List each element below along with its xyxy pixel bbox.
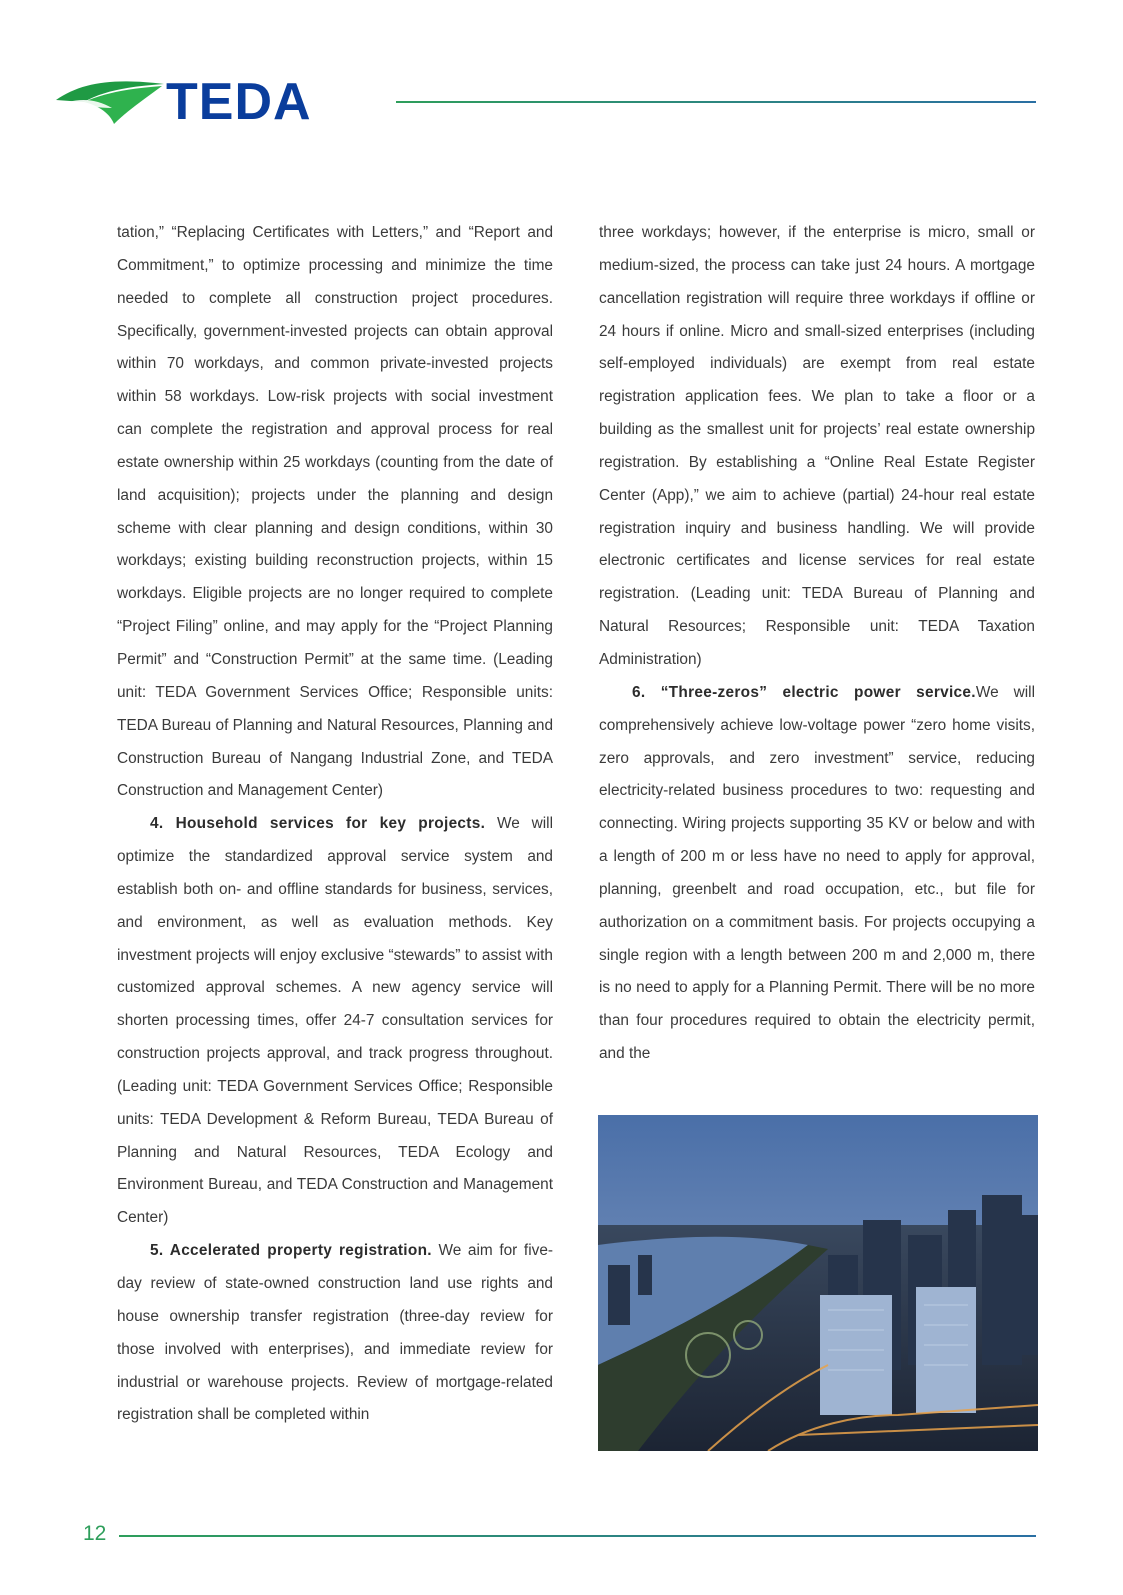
page-number: 12 <box>83 1522 107 1545</box>
logo-wordmark: TEDA <box>166 73 312 131</box>
paragraph-household-services <box>117 808 553 1235</box>
paragraph-registration-continued: three workdays; however, if the enterprise is micro, small or medium-sized, the process can take just 24 hours. A mortgage cancellation registration will require three workdays if offline or 24 hours if online. Micro and small-sized enterprises (including self-employed individuals) are exempt from real estate registration application fees. We plan to take a floor or a building as the smallest unit for projects’ real estate ownership registration. By establishing a “Online Real Estate Register Center (App),” we aim to achieve (partial) 24-hour real estate registration inquiry and business handling. We will provide electronic certificates and license services for real estate registration. (Leading unit: TEDA Bureau of Planning and Natural Resources; Responsible unit: TEDA Taxation Administration) <box>599 224 1035 668</box>
paragraph-body: We will comprehensively achieve low-voltage power “zero home visits, zero approvals, and zero investment” service, reducing electricity-related business procedures to two: requesting and connecting. Wiring projects supporting 35 KV or below and with a length of 200 m or less have no need to apply for approval, planning, greenbelt and road occupation, etc., but file for authorization on a commitment basis. For projects occupying a single region with a length between 200 m and 2,000 m, there is no need to apply for a Planning Permit. There will be no more than four procedures required to obtain the electricity permit, and the <box>599 683 1035 1063</box>
footer-divider <box>119 1535 1036 1537</box>
paragraph-property-registration <box>117 1235 553 1432</box>
section-heading: 5. Accelerated property registration. <box>150 1242 432 1260</box>
paragraph-electric-power <box>599 677 1035 1071</box>
right-column <box>599 217 1035 1071</box>
section-heading: 4. Household services for key projects. <box>150 815 486 833</box>
leaf-logo-icon <box>54 74 166 130</box>
teda-logo <box>54 74 364 130</box>
paragraph-body: We will optimize the standardized approval service system and establish both on- and offline standards for business, services, and environment, as well as evaluation methods. Key investment projects will enjoy exclusive “stewards” to assist with customized approval schemes. A new agency service will shorten processing times, offer 24-7 consultation services for construction projects approval, and track progress throughout. (Leading unit: TEDA Government Services Office; Responsible units: TEDA Development & Reform Bureau, TEDA Bureau of Planning and Natural Resources, TEDA Ecology and Environment Bureau, and TEDA Construction and Management Center) <box>117 815 553 1227</box>
city-night-photo <box>598 1115 1038 1451</box>
left-column <box>117 217 553 1432</box>
header-divider <box>396 101 1036 103</box>
paragraph-construction-approval: tation,” “Replacing Certificates with Letters,” and “Report and Commitment,” to optimize processing and minimize the time needed to complete all construction project procedures. Specifically, government-invested projects can obtain approval within 70 workdays, and common private-invested projects within 58 workdays. Low-risk projects with social investment can complete the registration and approval process for real estate ownership within 25 workdays (counting from the date of land acquisition); projects under the planning and design scheme with clear planning and design conditions, within 30 workdays; existing building reconstruction projects, within 15 workdays. Eligible projects are no longer required to complete “Project Filing” online, and may apply for the “Project Planning Permit” and “Construction Permit” at the same time. (Leading unit: TEDA Government Services Office; Responsible units: TEDA Bureau of Planning and Natural Resources, Planning and Construction Bureau of Nangang Industrial Zone, and TEDA Construction and Management Center) <box>117 224 553 800</box>
cityscape-image <box>598 1115 1038 1451</box>
paragraph-body: We aim for five-day review of state-owned construction land use rights and house ownership transfer registration (three-day review for those involved with enterprises), and immediate review for industrial or warehouse projects. Review of mortgage-related registration shall be completed within <box>117 1242 554 1424</box>
section-heading: 6. “Three-zeros” electric power service. <box>632 683 976 701</box>
